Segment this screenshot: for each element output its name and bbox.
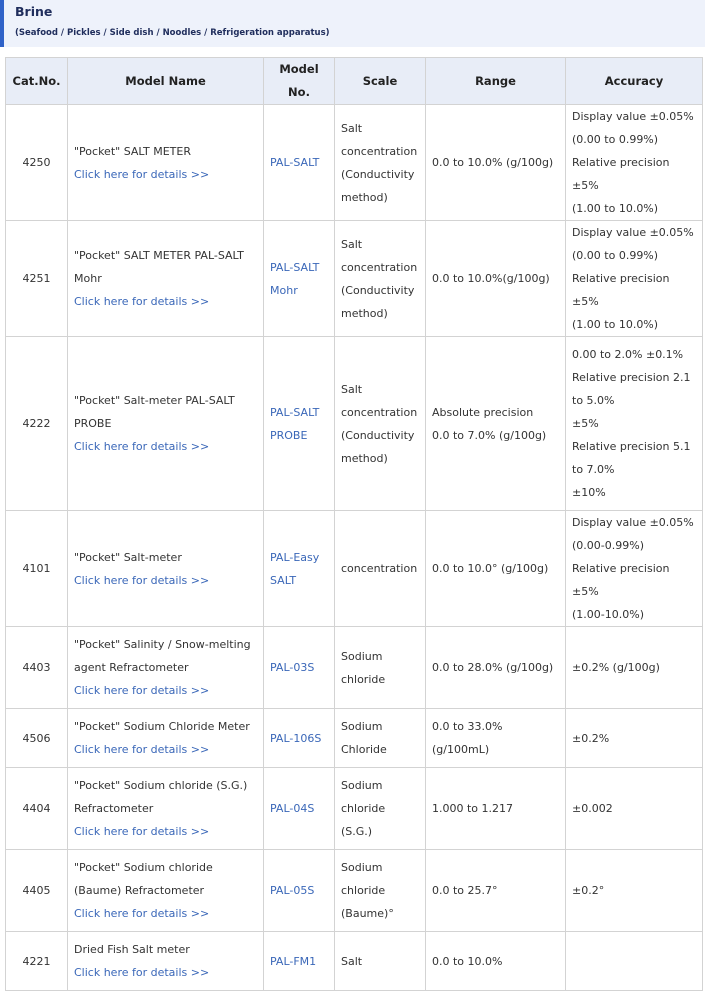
range-cell <box>426 709 566 768</box>
accuracy-cell <box>566 105 703 221</box>
model-name: Mohr <box>74 272 102 285</box>
range-text: 0.0 to 10.0%(g/100g) <box>432 272 550 285</box>
scale-text: (Conductivity <box>341 167 415 181</box>
accuracy-text: 0.00 to 2.0% ±0.1% <box>572 348 684 361</box>
accuracy-text: Relative precision 5.1 <box>572 440 691 453</box>
accuracy-cell <box>566 337 703 511</box>
model-no-cell <box>264 221 335 337</box>
model-no: PROBE <box>270 428 308 442</box>
accuracy-cell <box>566 221 703 337</box>
model-name: agent Refractometer <box>74 661 189 674</box>
model-no-cell <box>264 768 335 850</box>
model-no: PAL-03S <box>270 661 315 674</box>
accuracy-text: ±10% <box>572 486 606 499</box>
model-no: PAL-SALT <box>270 260 320 274</box>
scale-text: chloride <box>341 672 386 686</box>
scale-text: Sodium <box>341 720 383 733</box>
table-header-row <box>6 58 703 105</box>
accuracy-text: to 5.0% <box>572 394 615 407</box>
table-row <box>6 105 703 221</box>
details-link[interactable]: Click here for details >> <box>74 966 210 979</box>
table-body <box>6 105 703 991</box>
scale-text: Salt <box>341 121 363 135</box>
cat-no: 4251 <box>22 272 51 285</box>
model-name: "Pocket" Salinity / Snow-melting <box>74 638 251 651</box>
scale-text: chloride <box>341 884 386 897</box>
accuracy-text: to 7.0% <box>572 463 615 476</box>
cat-no-cell <box>6 768 68 850</box>
model-name: "Pocket" Salt-meter <box>74 550 182 564</box>
scale-text: concentration <box>341 562 418 575</box>
model-name: PROBE <box>74 417 112 430</box>
accuracy-text: (1.00 to 10.0%) <box>572 318 659 331</box>
details-link[interactable]: Click here for details >> <box>74 440 210 453</box>
model-no-cell <box>264 627 335 709</box>
details-link[interactable]: Click here for details >> <box>74 684 210 697</box>
cat-no: 4101 <box>22 562 51 575</box>
accuracy-cell <box>566 932 703 991</box>
details-link[interactable]: Click here for details >> <box>74 295 210 308</box>
cat-no: 4506 <box>22 731 51 745</box>
scale-cell <box>335 511 426 627</box>
scale-cell <box>335 105 426 221</box>
scale-cell <box>335 932 426 991</box>
range-cell <box>426 850 566 932</box>
details-link[interactable]: Click here for details >> <box>74 573 210 587</box>
range-text: 0.0 to 33.0% (g/100mL) <box>432 720 503 756</box>
scale-text: method) <box>341 190 388 204</box>
model-no-cell <box>264 511 335 627</box>
model-name: (Baume) Refractometer <box>74 884 205 897</box>
scale-text: concentration <box>341 405 418 419</box>
header-cat-no: Cat.No. <box>6 58 68 105</box>
scale-text: (Baume)° <box>341 907 394 920</box>
scale-cell <box>335 768 426 850</box>
cat-no: 4405 <box>22 884 51 897</box>
header-model-name: Model Name <box>68 58 264 105</box>
model-name: "Pocket" Sodium Chloride Meter <box>74 720 250 733</box>
scale-text: concentration <box>341 260 418 274</box>
scale-cell <box>335 221 426 337</box>
accuracy-text: Relative precision ±5% <box>572 562 670 598</box>
model-name-cell <box>68 221 264 337</box>
cat-no-cell <box>6 850 68 932</box>
range-text: 0.0 to 7.0% (g/100g) <box>432 428 547 442</box>
accuracy-cell <box>566 511 703 627</box>
table-row <box>6 221 703 337</box>
accuracy-cell <box>566 709 703 768</box>
range-cell <box>426 932 566 991</box>
accuracy-cell <box>566 768 703 850</box>
range-cell <box>426 627 566 709</box>
model-no: PAL-SALT <box>270 156 320 169</box>
model-no-cell <box>264 337 335 511</box>
accuracy-text: Display value ±0.05% <box>572 110 694 123</box>
accuracy-text: (0.00 to 0.99%) <box>572 133 659 146</box>
model-no: PAL-Easy <box>270 550 320 564</box>
table-row <box>6 709 703 768</box>
range-text: 0.0 to 10.0° (g/100g) <box>432 562 549 575</box>
details-link[interactable]: Click here for details >> <box>74 167 210 181</box>
range-cell <box>426 511 566 627</box>
model-no: PAL-FM1 <box>270 954 317 968</box>
cat-no-cell <box>6 627 68 709</box>
accuracy-text: ±0.2% (g/100g) <box>572 661 660 674</box>
model-no: Mohr <box>270 283 298 297</box>
scale-text: Sodium <box>341 861 383 874</box>
range-text: 0.0 to 28.0% (g/100g) <box>432 661 554 674</box>
scale-cell <box>335 850 426 932</box>
scale-text: concentration <box>341 144 418 158</box>
accuracy-text: ±0.002 <box>572 802 613 815</box>
model-name-cell <box>68 709 264 768</box>
scale-text: Sodium <box>341 779 383 792</box>
model-no-cell <box>264 105 335 221</box>
accuracy-text: (0.00 to 0.99%) <box>572 249 659 262</box>
model-name-cell <box>68 511 264 627</box>
table-row <box>6 932 703 991</box>
table-row <box>6 511 703 627</box>
cat-no: 4221 <box>22 954 51 968</box>
scale-text: (Conductivity <box>341 283 415 297</box>
model-name-cell <box>68 337 264 511</box>
model-name: Refractometer <box>74 802 154 815</box>
model-name-cell <box>68 932 264 991</box>
table-row <box>6 850 703 932</box>
cat-no: 4222 <box>22 417 51 430</box>
header-accuracy: Accuracy <box>566 58 703 105</box>
details-link[interactable]: Click here for details >> <box>74 743 210 756</box>
accuracy-text: Display value ±0.05% <box>572 226 694 239</box>
accuracy-cell <box>566 850 703 932</box>
model-no-cell <box>264 709 335 768</box>
range-cell <box>426 768 566 850</box>
product-table <box>5 57 703 991</box>
scale-cell <box>335 709 426 768</box>
header-scale: Scale <box>335 58 426 105</box>
cat-no-cell <box>6 932 68 991</box>
model-no: PAL-SALT <box>270 405 320 419</box>
model-name: "Pocket" Sodium chloride (S.G.) <box>74 779 248 792</box>
model-name: Dried Fish Salt meter <box>74 943 190 956</box>
accuracy-text: Relative precision ±5% <box>572 156 670 192</box>
range-text: Absolute precision <box>432 405 534 419</box>
model-name: "Pocket" SALT METER PAL-SALT <box>74 249 244 262</box>
scale-text: chloride (S.G.) <box>341 802 386 838</box>
accuracy-text: Display value ±0.05% <box>572 516 694 529</box>
scale-text: Salt <box>341 954 363 968</box>
range-text: 1.000 to 1.217 <box>432 802 514 815</box>
cat-no-cell <box>6 105 68 221</box>
cat-no: 4403 <box>22 661 51 674</box>
model-name: "Pocket" Sodium chloride <box>74 861 213 874</box>
model-no: PAL-05S <box>270 884 315 897</box>
accuracy-text: (1.00 to 10.0%) <box>572 202 659 215</box>
range-cell <box>426 105 566 221</box>
cat-no-cell <box>6 221 68 337</box>
scale-text: Chloride <box>341 743 387 756</box>
scale-text: Sodium <box>341 649 383 663</box>
accuracy-text: (0.00-0.99%) <box>572 539 644 552</box>
model-name-cell <box>68 768 264 850</box>
range-text: 0.0 to 10.0% <box>432 954 503 968</box>
header-range: Range <box>426 58 566 105</box>
range-text: 0.0 to 25.7° <box>432 884 498 897</box>
model-no-cell <box>264 850 335 932</box>
header-model-no: Model No. <box>264 58 335 105</box>
model-no: PAL-04S <box>270 802 315 815</box>
scale-text: Salt <box>341 237 363 251</box>
scale-cell <box>335 337 426 511</box>
table-row <box>6 337 703 511</box>
accuracy-text: Relative precision 2.1 <box>572 371 691 384</box>
range-text: 0.0 to 10.0% (g/100g) <box>432 156 554 169</box>
scale-text: Salt <box>341 382 363 396</box>
section-subtitle: (Seafood / Pickles / Side dish / Noodles / Refrigeration apparatus) <box>15 28 330 38</box>
accuracy-text: ±0.2° <box>572 884 605 897</box>
cat-no-cell <box>6 709 68 768</box>
range-cell <box>426 337 566 511</box>
section-header <box>0 0 705 47</box>
table-row <box>6 768 703 850</box>
accuracy-text: Relative precision ±5% <box>572 272 670 308</box>
model-no: PAL-106S <box>270 731 322 745</box>
accuracy-text: ±5% <box>572 417 599 430</box>
range-cell <box>426 221 566 337</box>
model-name: "Pocket" Salt-meter PAL-SALT <box>74 394 235 407</box>
accuracy-text: (1.00-10.0%) <box>572 608 644 621</box>
model-name-cell <box>68 105 264 221</box>
accuracy-text: ±0.2% <box>572 731 610 745</box>
model-no: SALT <box>270 573 297 587</box>
scale-cell <box>335 627 426 709</box>
cat-no-cell <box>6 511 68 627</box>
section-title: Brine <box>15 4 53 19</box>
scale-text: method) <box>341 451 388 465</box>
scale-text: method) <box>341 306 388 320</box>
details-link[interactable]: Click here for details >> <box>74 825 210 838</box>
details-link[interactable]: Click here for details >> <box>74 907 210 920</box>
model-name-cell <box>68 627 264 709</box>
table-row <box>6 627 703 709</box>
model-name: "Pocket" SALT METER <box>74 144 191 158</box>
model-no-cell <box>264 932 335 991</box>
model-name-cell <box>68 850 264 932</box>
accuracy-cell <box>566 627 703 709</box>
cat-no-cell <box>6 337 68 511</box>
cat-no: 4404 <box>22 802 51 815</box>
scale-text: (Conductivity <box>341 428 415 442</box>
cat-no: 4250 <box>22 156 51 169</box>
